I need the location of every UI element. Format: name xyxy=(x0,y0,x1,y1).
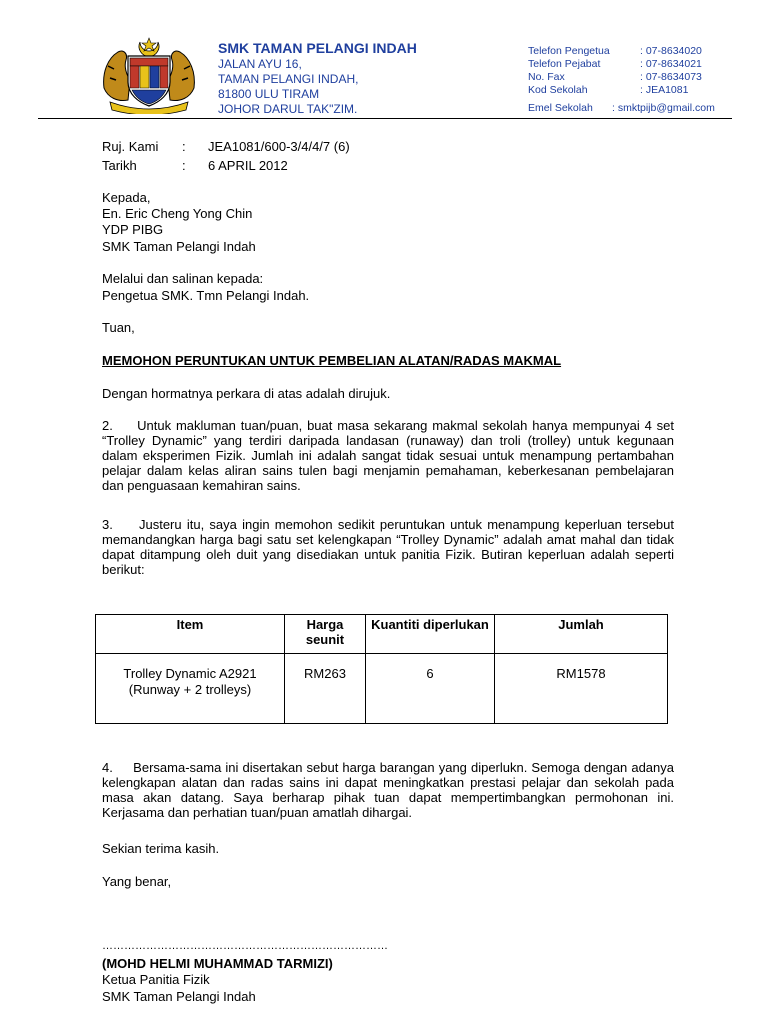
salutation: Tuan, xyxy=(102,320,135,335)
paragraph-4: 4. Bersama-sama ini disertakan sebut harga barangan yang diperlukn. Semoga dengan adanya kelengkapan alatan dan radas sains ini dapat meningkatkan prestasi pelajar dan sekolah pada masa akan datang. Saya berharap pihak tuan dapat mempertimbangkan permohonan ini. Kerjasama dan perhatian tuan/puan amatlah dihargai. xyxy=(102,760,674,820)
contact-value-office-phone: : 07-8634021 xyxy=(640,58,702,70)
contact-value-fax: : 07-8634073 xyxy=(640,71,702,83)
signatory-title: Ketua Panitia Fizik xyxy=(102,972,210,987)
cell-unit-price: RM263 xyxy=(285,654,366,724)
column-header-item: Item xyxy=(96,615,285,654)
recipient-line: YDP PIBG xyxy=(102,222,164,237)
signature-line: …………………………………………………………………… xyxy=(102,940,388,952)
signatory-school: SMK Taman Pelangi Indah xyxy=(102,989,256,1004)
contact-value-school-code: : JEA1081 xyxy=(640,84,689,96)
item-name: Trolley Dynamic A2921 xyxy=(123,666,257,681)
contact-label-office-phone: Telefon Pejabat xyxy=(528,58,601,70)
contact-value-principal-phone: : 07-8634020 xyxy=(640,45,702,57)
school-name: SMK TAMAN PELANGI INDAH xyxy=(218,40,417,56)
address-line: JOHOR DARUL TAK"ZIM. xyxy=(218,102,358,116)
contact-label-principal-phone: Telefon Pengetua xyxy=(528,45,610,57)
date-value: 6 APRIL 2012 xyxy=(208,158,288,173)
letter-subject: MEMOHON PERUNTUKAN UNTUK PEMBELIAN ALATAN/RADAS MAKMAL xyxy=(102,353,562,368)
address-line: 81800 ULU TIRAM xyxy=(218,87,320,101)
school-crest-logo xyxy=(100,36,198,114)
recipient-line: Kepada, xyxy=(102,190,151,205)
contact-value-email: : smktpijb@gmail.com xyxy=(612,102,715,114)
ref-label: Ruj. Kami xyxy=(102,139,159,154)
signatory-name: (MOHD HELMI MUHAMMAD TARMIZI) xyxy=(102,956,333,971)
item-detail: (Runway + 2 trolleys) xyxy=(128,682,252,697)
recipient-line: En. Eric Cheng Yong Chin xyxy=(102,206,253,221)
table-row xyxy=(96,654,668,724)
cell-item xyxy=(96,654,285,724)
date-label: Tarikh xyxy=(102,158,137,173)
sign-off: Yang benar, xyxy=(102,874,172,889)
address-line: JALAN AYU 16, xyxy=(218,57,302,71)
closing-line: Sekian terima kasih. xyxy=(102,841,220,856)
paragraph-3: 3. Justeru itu, saya ingin memohon sedikit peruntukan untuk menampung keperluan tersebut memandangkan harga bagi satu set kelengkapan “Trolley Dynamic” adalah amat mahal dan tidak dapat ditampung oleh duit yang disediakan untuk panitia Fizik. Butiran keperluan adalah seperti berikut: xyxy=(102,517,674,577)
items-table xyxy=(95,614,668,724)
column-header-unit-price: Harga seunit xyxy=(285,615,366,654)
table-header-row xyxy=(96,615,668,654)
via-line: Melalui dan salinan kepada: xyxy=(102,271,264,286)
header-divider xyxy=(38,118,732,119)
date-separator: : xyxy=(182,158,186,173)
column-header-quantity: Kuantiti diperlukan xyxy=(366,615,495,654)
cell-quantity: 6 xyxy=(366,654,495,724)
column-header-total: Jumlah xyxy=(495,615,668,654)
ref-separator: : xyxy=(182,139,186,154)
address-line: TAMAN PELANGI INDAH, xyxy=(218,72,359,86)
ref-value: JEA1081/600-3/4/4/7 (6) xyxy=(208,139,350,154)
paragraph-2: 2. Untuk makluman tuan/puan, buat masa sekarang makmal sekolah hanya mempunyai 4 set “Trolley Dynamic” yang terdiri daripada landasan (runaway) dan troli (trolley) untuk kegunaan dalam eksperimen Fizik. Jumlah ini adalah sangat tidak sesuai untuk menampung pertambahan pelajar dalam kelas aliran sains tulen bagi menjamin pemahaman, keberkesanan pembelajaran dan penguasaan kemahiran sains. xyxy=(102,418,674,493)
recipient-line: SMK Taman Pelangi Indah xyxy=(102,239,256,254)
contact-label-school-code: Kod Sekolah xyxy=(528,84,588,96)
intro-paragraph: Dengan hormatnya perkara di atas adalah dirujuk. xyxy=(102,386,391,401)
contact-label-fax: No. Fax xyxy=(528,71,565,83)
contact-label-email: Emel Sekolah xyxy=(528,102,593,114)
cell-total: RM1578 xyxy=(495,654,668,724)
via-line: Pengetua SMK. Tmn Pelangi Indah. xyxy=(102,288,310,303)
